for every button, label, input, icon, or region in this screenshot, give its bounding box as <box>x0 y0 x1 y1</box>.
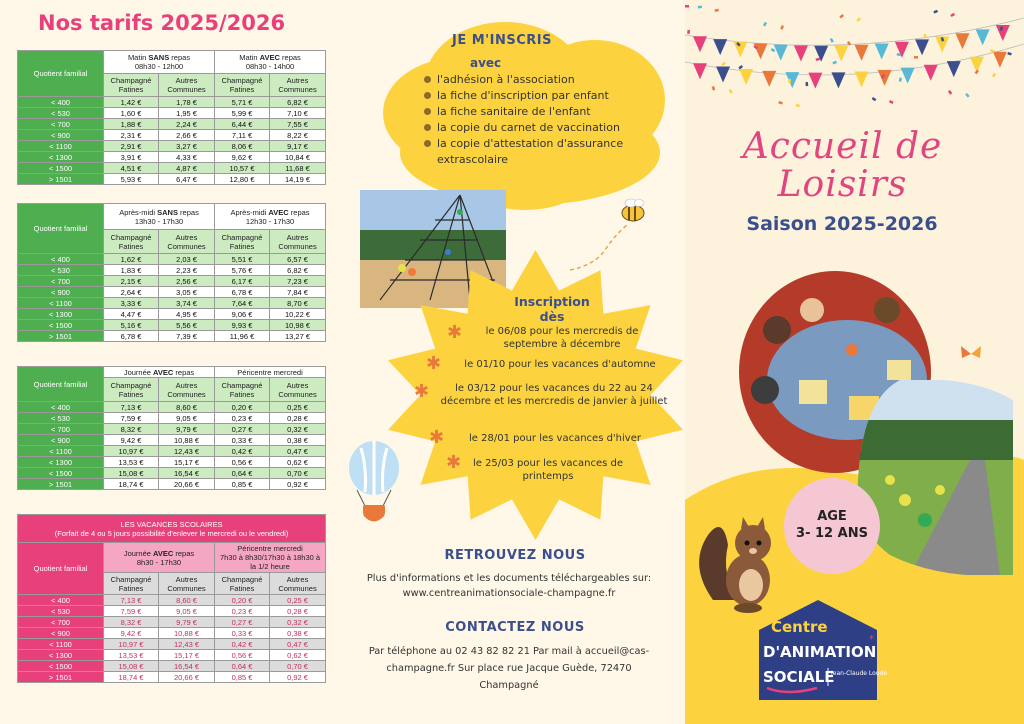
inscription-title: JE M'INSCRIS <box>452 33 552 48</box>
price-cell: 13,53 € <box>104 650 159 661</box>
commune-header: Autres Communes <box>159 230 215 254</box>
price-cell: 7,59 € <box>104 606 159 617</box>
price-cell: 18,74 € <box>104 672 159 683</box>
price-cell: 0,62 € <box>270 650 326 661</box>
accueil-title: Accueil de Loisirs <box>742 126 943 205</box>
date-item: le 03/12 pour les vacances du 22 au 24 décembre et les mercredis de janvier à juillet <box>440 383 668 407</box>
logo-centre-text: Centre <box>771 618 828 636</box>
qf-cell: < 900 <box>18 287 104 298</box>
price-cell: 9,79 € <box>159 424 215 435</box>
price-cell: 0,32 € <box>270 424 326 435</box>
price-cell: 9,62 € <box>215 152 270 163</box>
butterfly-icon <box>958 344 984 364</box>
price-cell: 15,08 € <box>104 468 159 479</box>
list-item: la fiche d'inscription par enfant <box>424 88 664 104</box>
qf-cell: > 1501 <box>18 672 104 683</box>
price-cell: 20,66 € <box>159 479 215 490</box>
qf-cell: < 900 <box>18 130 104 141</box>
qf-cell: < 1100 <box>18 141 104 152</box>
price-cell: 5,76 € <box>215 265 270 276</box>
qf-cell: < 400 <box>18 254 104 265</box>
commune-header: Autres Communes <box>159 378 215 402</box>
price-cell: 2,56 € <box>159 276 215 287</box>
price-cell: 10,88 € <box>159 435 215 446</box>
price-cell: 0,20 € <box>215 595 270 606</box>
price-cell: 6,78 € <box>215 287 270 298</box>
qf-cell: < 1500 <box>18 320 104 331</box>
qf-header: Quotient familial <box>18 51 104 97</box>
commune-header: Autres Communes <box>159 573 215 595</box>
qf-cell: < 530 <box>18 265 104 276</box>
qf-cell: > 1501 <box>18 479 104 490</box>
table-row <box>18 265 326 276</box>
table-row <box>18 413 326 424</box>
price-cell: 5,56 € <box>159 320 215 331</box>
price-cell: 18,74 € <box>104 479 159 490</box>
price-cell: 12,80 € <box>215 174 270 185</box>
retrouvez-text: Plus d'informations et les documents téléchargeables sur: www.centreanimationsociale-champagne.fr <box>366 573 652 599</box>
price-cell: 3,27 € <box>159 141 215 152</box>
price-cell: 9,93 € <box>215 320 270 331</box>
dates-title: Inscription dès <box>514 294 590 324</box>
tarif-table-vacances <box>17 514 326 683</box>
tarif-table-apres-midi <box>17 203 326 342</box>
price-cell: 10,57 € <box>215 163 270 174</box>
price-cell: 2,31 € <box>104 130 159 141</box>
table-row <box>18 628 326 639</box>
qf-cell: > 1501 <box>18 331 104 342</box>
price-cell: 9,42 € <box>104 435 159 446</box>
price-cell: 0,27 € <box>215 617 270 628</box>
price-cell: 7,64 € <box>215 298 270 309</box>
price-cell: 8,70 € <box>270 298 326 309</box>
price-cell: 3,05 € <box>159 287 215 298</box>
price-cell: 2,03 € <box>159 254 215 265</box>
price-cell: 4,87 € <box>159 163 215 174</box>
price-cell: 1,78 € <box>159 97 215 108</box>
table-row <box>18 152 326 163</box>
price-cell: 0,85 € <box>215 672 270 683</box>
qf-cell: < 1300 <box>18 650 104 661</box>
price-cell: 3,91 € <box>104 152 159 163</box>
saison-label: Saison 2025-2026 <box>746 213 938 235</box>
bee-icon <box>565 195 650 275</box>
table-row <box>18 320 326 331</box>
price-cell: 9,17 € <box>270 141 326 152</box>
table-row <box>18 163 326 174</box>
price-cell: 9,79 € <box>159 617 215 628</box>
price-cell: 0,23 € <box>215 413 270 424</box>
commune-header: Champagné Fatines <box>104 378 159 402</box>
price-cell: 9,05 € <box>159 413 215 424</box>
table-row <box>18 276 326 287</box>
price-cell: 9,05 € <box>159 606 215 617</box>
price-cell: 4,47 € <box>104 309 159 320</box>
commune-header: Autres Communes <box>270 378 326 402</box>
table-row <box>18 446 326 457</box>
commune-header: Autres Communes <box>270 74 326 97</box>
col-header-matin-sans: Matin SANS repas 08h30 - 12h00 <box>104 51 215 74</box>
date-item: le 06/08 pour les mercredis de septembre à décembre <box>485 326 639 350</box>
price-cell: 7,39 € <box>159 331 215 342</box>
table-row <box>18 617 326 628</box>
qf-cell: < 900 <box>18 435 104 446</box>
qf-cell: < 700 <box>18 276 104 287</box>
table-row <box>18 639 326 650</box>
price-cell: 9,42 € <box>104 628 159 639</box>
price-cell: 1,95 € <box>159 108 215 119</box>
price-cell: 13,53 € <box>104 457 159 468</box>
qf-cell: > 1501 <box>18 174 104 185</box>
list-item: la fiche sanitaire de l'enfant <box>424 104 664 120</box>
price-cell: 7,23 € <box>270 276 326 287</box>
price-cell: 0,23 € <box>215 606 270 617</box>
price-cell: 1,60 € <box>104 108 159 119</box>
price-cell: 12,43 € <box>159 639 215 650</box>
table-row <box>18 468 326 479</box>
table-row <box>18 130 326 141</box>
price-cell: 6,44 € <box>215 119 270 130</box>
price-cell: 4,51 € <box>104 163 159 174</box>
price-cell: 14,19 € <box>270 174 326 185</box>
price-cell: 10,84 € <box>270 152 326 163</box>
qf-cell: < 400 <box>18 97 104 108</box>
inscription-list <box>424 72 664 168</box>
qf-cell: < 1300 <box>18 457 104 468</box>
table-row <box>18 97 326 108</box>
retrouvez-title: RETROUVEZ NOUS <box>444 548 586 563</box>
price-cell: 20,66 € <box>159 672 215 683</box>
price-cell: 0,56 € <box>215 650 270 661</box>
logo-animation-text: D'ANIMATION <box>763 643 877 661</box>
logo-sociale-text: SOCIALE <box>763 668 835 686</box>
page-title: Nos tarifs 2025/2026 <box>38 11 286 35</box>
price-cell: 0,42 € <box>215 446 270 457</box>
price-cell: 6,82 € <box>270 265 326 276</box>
price-cell: 1,88 € <box>104 119 159 130</box>
qf-cell: < 1500 <box>18 661 104 672</box>
sparkle-icon: ✱ <box>447 322 463 342</box>
contact-text: Par téléphone au 02 43 82 82 21 Par mail à accueil@cas-champagne.fr Sur place rue Jacque Guède, 72470 Champagné <box>368 646 650 691</box>
table-row <box>18 254 326 265</box>
price-cell: 8,32 € <box>104 424 159 435</box>
price-cell: 0,56 € <box>215 457 270 468</box>
price-cell: 0,92 € <box>270 672 326 683</box>
price-cell: 5,51 € <box>215 254 270 265</box>
price-cell: 4,95 € <box>159 309 215 320</box>
list-item: l'adhésion à l'association <box>424 72 664 88</box>
col-header-pericentre: Péricentre mercredi <box>215 367 326 378</box>
price-cell: 15,17 € <box>159 650 215 661</box>
price-cell: 2,66 € <box>159 130 215 141</box>
table-row <box>18 402 326 413</box>
table-row <box>18 650 326 661</box>
commune-header: Autres Communes <box>270 573 326 595</box>
price-cell: 6,78 € <box>104 331 159 342</box>
qf-cell: < 400 <box>18 402 104 413</box>
price-cell: 5,93 € <box>104 174 159 185</box>
table-row <box>18 435 326 446</box>
price-cell: 0,92 € <box>270 479 326 490</box>
price-cell: 12,43 € <box>159 446 215 457</box>
commune-header: Champagné Fatines <box>104 573 159 595</box>
price-cell: 0,28 € <box>270 606 326 617</box>
table-row <box>18 606 326 617</box>
commune-header: Champagné Fatines <box>104 230 159 254</box>
table-row <box>18 331 326 342</box>
logo <box>757 598 888 702</box>
price-cell: 0,42 € <box>215 639 270 650</box>
date-item: le 25/03 pour les vacances de printemps <box>472 458 624 482</box>
website-link[interactable]: www.centreanimationsociale-champagne.fr <box>402 588 616 599</box>
price-cell: 11,68 € <box>270 163 326 174</box>
commune-header: Champagné Fatines <box>215 230 270 254</box>
price-cell: 3,74 € <box>159 298 215 309</box>
qf-cell: < 700 <box>18 617 104 628</box>
qf-header: Quotient familial <box>18 543 104 595</box>
price-cell: 0,33 € <box>215 628 270 639</box>
price-cell: 0,70 € <box>270 468 326 479</box>
price-cell: 8,32 € <box>104 617 159 628</box>
price-cell: 8,60 € <box>159 402 215 413</box>
price-cell: 13,27 € <box>270 331 326 342</box>
price-cell: 0,32 € <box>270 617 326 628</box>
price-cell: 2,24 € <box>159 119 215 130</box>
hot-air-balloon-icon <box>343 440 405 532</box>
col-header-apres-midi-avec: Après-midi AVEC repas 12h30 - 17h30 <box>215 204 326 230</box>
qf-header: Quotient familial <box>18 367 104 402</box>
price-cell: 7,13 € <box>104 402 159 413</box>
price-cell: 9,06 € <box>215 309 270 320</box>
price-cell: 0,27 € <box>215 424 270 435</box>
list-item: la copie d'attestation d'assurance extrascolaire <box>424 136 664 168</box>
price-cell: 8,22 € <box>270 130 326 141</box>
price-cell: 8,06 € <box>215 141 270 152</box>
price-cell: 7,59 € <box>104 413 159 424</box>
price-cell: 16,54 € <box>159 661 215 672</box>
sparkle-icon: ✱ <box>446 452 462 472</box>
table-row <box>18 174 326 185</box>
svg-text:*: * <box>869 634 874 645</box>
sparkle-icon: ✱ <box>426 353 442 373</box>
table-row <box>18 119 326 130</box>
table-row <box>18 287 326 298</box>
table-row <box>18 457 326 468</box>
table-row <box>18 661 326 672</box>
price-cell: 0,47 € <box>270 639 326 650</box>
commune-header: Autres Communes <box>159 74 215 97</box>
price-cell: 0,33 € <box>215 435 270 446</box>
price-cell: 10,98 € <box>270 320 326 331</box>
sparkle-icon: ✱ <box>429 427 445 447</box>
price-cell: 1,83 € <box>104 265 159 276</box>
price-cell: 16,54 € <box>159 468 215 479</box>
date-item: le 01/10 pour les vacances d'automne <box>464 359 656 370</box>
col-header-pericentre-vacances: Péricentre mercredi 7h30 à 8h30/17h30 à 18h30 à la 1/2 heure <box>215 543 326 573</box>
col-header-apres-midi-sans: Après-midi SANS repas 13h30 - 17h30 <box>104 204 215 230</box>
price-cell: 15,08 € <box>104 661 159 672</box>
price-cell: 2,15 € <box>104 276 159 287</box>
qf-cell: < 700 <box>18 119 104 130</box>
price-cell: 0,25 € <box>270 595 326 606</box>
commune-header: Champagné Fatines <box>215 378 270 402</box>
col-header-journee-vacances: Journée AVEC repas 8h30 - 17h30 <box>104 543 215 573</box>
age-text: AGE 3- 12 ANS <box>796 509 868 541</box>
price-cell: 4,33 € <box>159 152 215 163</box>
commune-header: Champagné Fatines <box>215 573 270 595</box>
price-cell: 10,97 € <box>104 446 159 457</box>
table-row <box>18 141 326 152</box>
price-cell: 1,42 € <box>104 97 159 108</box>
table-row <box>18 309 326 320</box>
price-cell: 0,25 € <box>270 402 326 413</box>
qf-cell: < 900 <box>18 628 104 639</box>
price-cell: 6,47 € <box>159 174 215 185</box>
commune-header: Autres Communes <box>270 230 326 254</box>
price-cell: 10,97 € <box>104 639 159 650</box>
bunting-decoration <box>685 0 1024 110</box>
qf-cell: < 1500 <box>18 163 104 174</box>
price-cell: 0,64 € <box>215 468 270 479</box>
price-cell: 0,85 € <box>215 479 270 490</box>
price-cell: 2,64 € <box>104 287 159 298</box>
qf-cell: < 1300 <box>18 152 104 163</box>
qf-cell: < 1100 <box>18 446 104 457</box>
inscription-avec: avec <box>470 56 502 70</box>
contact-title: CONTACTEZ NOUS <box>445 620 585 635</box>
col-header-matin-avec: Matin AVEC repas 08h30 - 14h00 <box>215 51 326 74</box>
price-cell: 3,33 € <box>104 298 159 309</box>
date-item: le 28/01 pour les vacances d'hiver <box>469 433 641 444</box>
price-cell: 5,16 € <box>104 320 159 331</box>
qf-cell: < 530 <box>18 606 104 617</box>
price-cell: 2,91 € <box>104 141 159 152</box>
price-cell: 11,96 € <box>215 331 270 342</box>
qf-cell: < 1300 <box>18 309 104 320</box>
price-cell: 6,82 € <box>270 97 326 108</box>
price-cell: 7,13 € <box>104 595 159 606</box>
tarif-table-matin <box>17 50 326 185</box>
price-cell: 0,28 € <box>270 413 326 424</box>
commune-header: Champagné Fatines <box>215 74 270 97</box>
table-row <box>18 479 326 490</box>
list-item: la copie du carnet de vaccination <box>424 120 664 136</box>
price-cell: 0,38 € <box>270 628 326 639</box>
vacances-title: LES VACANCES SCOLAIRES (Forfait de 4 ou 5 jours possibilité d'enlever le mercredi ou le vendredi) <box>18 515 326 543</box>
price-cell: 0,70 € <box>270 661 326 672</box>
qf-cell: < 530 <box>18 413 104 424</box>
price-cell: 0,64 € <box>215 661 270 672</box>
commune-header: Champagné Fatines <box>104 74 159 97</box>
table-row <box>18 108 326 119</box>
qf-header: Quotient familial <box>18 204 104 254</box>
col-header-journee-avec: Journée AVEC repas <box>104 367 215 378</box>
price-cell: 10,22 € <box>270 309 326 320</box>
price-cell: 1,62 € <box>104 254 159 265</box>
table-row <box>18 298 326 309</box>
qf-cell: < 1100 <box>18 639 104 650</box>
price-cell: 0,47 € <box>270 446 326 457</box>
price-cell: 7,10 € <box>270 108 326 119</box>
price-cell: 7,55 € <box>270 119 326 130</box>
qf-cell: < 1100 <box>18 298 104 309</box>
price-cell: 8,60 € <box>159 595 215 606</box>
price-cell: 0,20 € <box>215 402 270 413</box>
qf-cell: < 700 <box>18 424 104 435</box>
price-cell: 7,84 € <box>270 287 326 298</box>
price-cell: 0,62 € <box>270 457 326 468</box>
logo-name-text: Jean-Claude Loude <box>831 670 888 677</box>
qf-cell: < 1500 <box>18 468 104 479</box>
tarif-table-journee <box>17 366 326 490</box>
table-row <box>18 595 326 606</box>
price-cell: 10,88 € <box>159 628 215 639</box>
sparkle-icon: ✱ <box>414 381 430 401</box>
qf-cell: < 400 <box>18 595 104 606</box>
price-cell: 5,71 € <box>215 97 270 108</box>
price-cell: 5,99 € <box>215 108 270 119</box>
price-cell: 6,17 € <box>215 276 270 287</box>
price-cell: 2,23 € <box>159 265 215 276</box>
price-cell: 0,38 € <box>270 435 326 446</box>
qf-cell: < 530 <box>18 108 104 119</box>
table-row <box>18 672 326 683</box>
price-cell: 6,57 € <box>270 254 326 265</box>
price-cell: 15,17 € <box>159 457 215 468</box>
price-cell: 7,11 € <box>215 130 270 141</box>
table-row <box>18 424 326 435</box>
